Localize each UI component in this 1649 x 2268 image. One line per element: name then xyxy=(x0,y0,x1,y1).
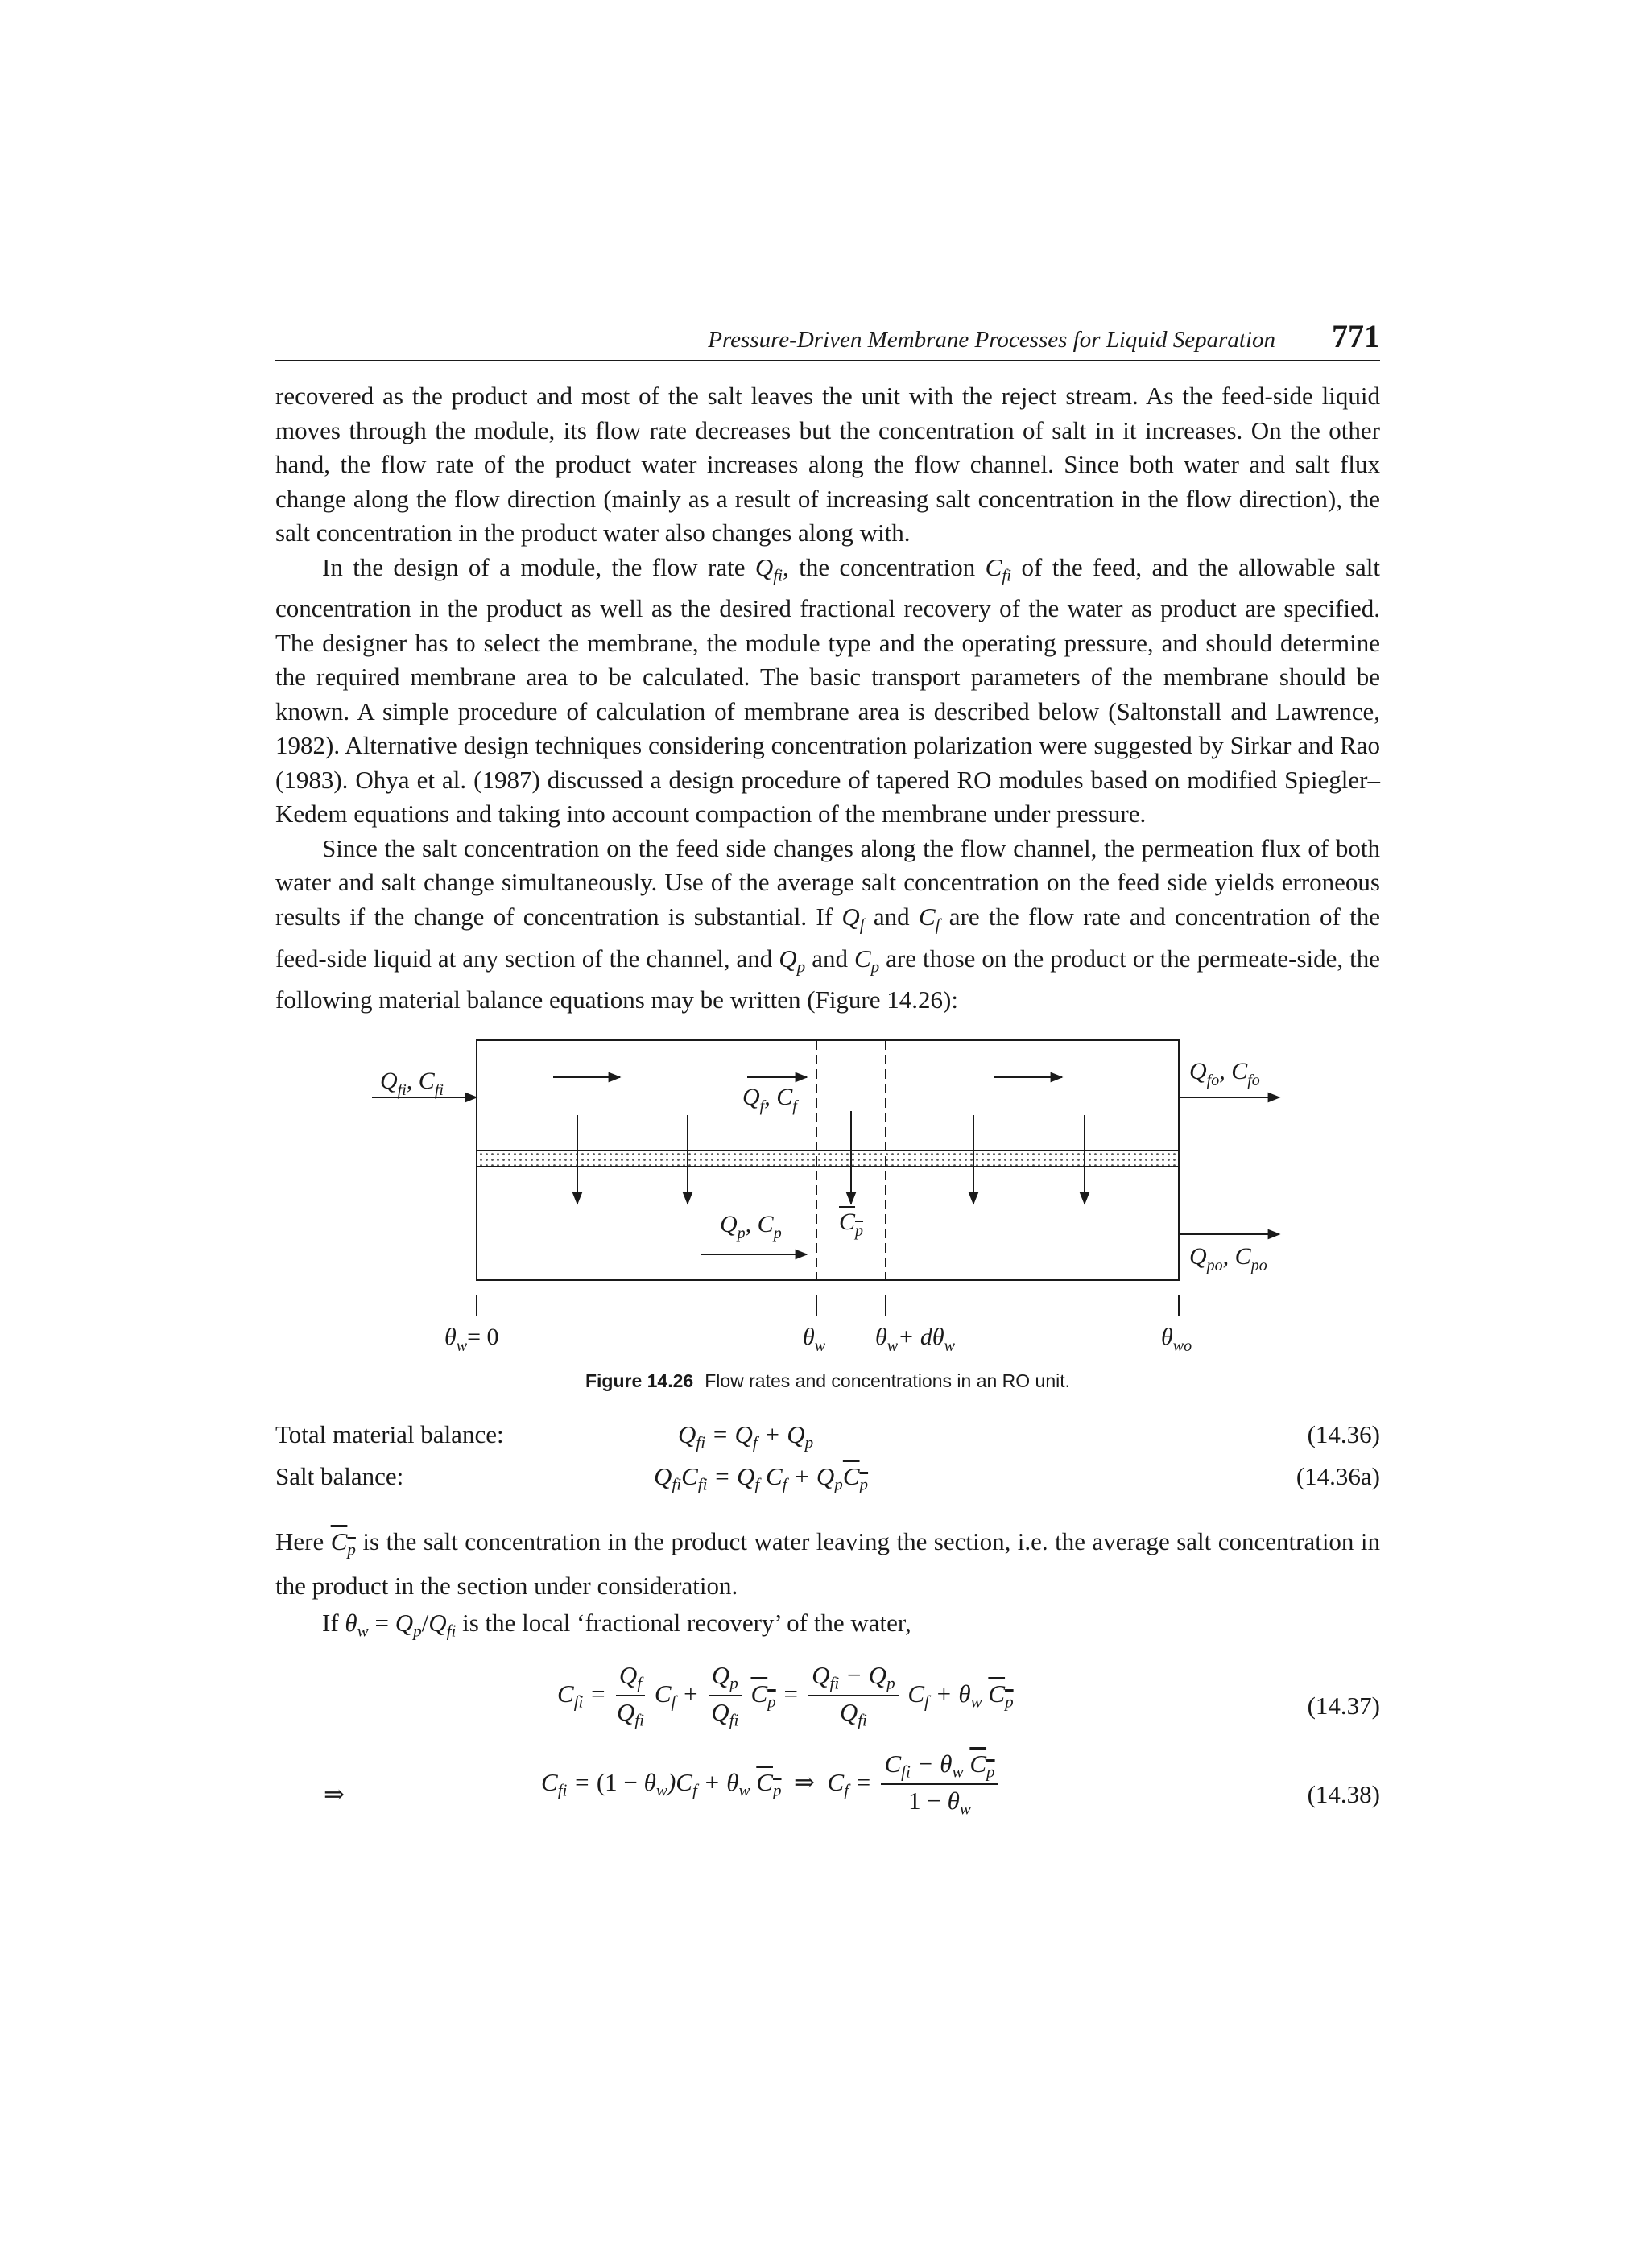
paragraph-1: recovered as the product and most of the salt leaves the unit with the reject stream. As the feed-side liquid moves through the module, its flow rate decreases but the concentration of salt in it increases. On the other hand, the flow rate of the product water increases along the flow channel. Since both water and salt flux change along the flow direction (mainly as a result of increasing salt concentration in the flow direction), the salt concentration in the product water also changes along with. xyxy=(275,382,1380,547)
label-theta-w-plus-d: $\theta_w+ d\theta_w$ xyxy=(875,1323,955,1355)
label-theta-wo: $\theta_{wo}$ xyxy=(1161,1323,1192,1355)
label-section-permeate: $Q_p$, $C_p$ xyxy=(720,1210,782,1242)
label-avg-permeate-conc: $C_p$ xyxy=(839,1208,864,1240)
figure-14-26 xyxy=(275,1039,1380,1390)
balance-equations xyxy=(275,1417,1380,1501)
paragraph-3: Since the salt concentration on the feed side changes along the flow channel, the permeation flux of both water and salt change simultaneously. Use of the average salt concentration on the feed side yields erroneous results if the change of concentration is substantial. If $Q_f$ and $C_f$ are the flow rate and concentration of the feed-side liquid at any section of the channel, and $Q_p$ and $C_p$ are those on the product or the permeate-side, the following material balance equations may be written (Figure 14.26): xyxy=(275,833,1381,1014)
running-header xyxy=(275,318,1380,361)
paragraph-5: If $\theta_w = Q_p/Q_{fi}$ is the local ‘fractional recovery’ of the water, xyxy=(322,1609,911,1641)
label-reject-outlet: $Q_{fo}$, $C_{fo}$ xyxy=(1189,1057,1260,1089)
equation-14-37: $C_{fi}$ = $\frac{Q_f}{Q_{fi}}$ $C_f$ + $\frac{Q_p}{Q_{fi}}$ $C_p$ = $\frac{Q_{fi} - Q_p}{Q_{fi}}$ $C_f + \theta_w$ $C_p$ (14.37) xyxy=(557,1660,1380,1730)
body-text xyxy=(275,379,1380,1018)
label-theta-zero: $\theta_w= 0$ xyxy=(444,1323,499,1355)
label-product-outlet: $Q_{po}$, $C_{po}$ xyxy=(1189,1242,1267,1274)
paragraph-4: Here $C_p$ is the salt concentration in the product water leaving the section, i.e. the average salt concentration in the product in the section under consideration. xyxy=(275,1526,1380,1601)
body-text-2 xyxy=(275,1523,1380,1650)
label-theta-w: $\theta_w$ xyxy=(803,1323,826,1355)
label-section-feed: $Q_f$, $C_f$ xyxy=(742,1083,797,1115)
page-number: 771 xyxy=(1332,318,1380,354)
running-title: Pressure-Driven Membrane Processes for Liquid Separation xyxy=(708,327,1275,353)
paragraph-2: In the design of a module, the flow rate $Q_{fi}$, the concentration $C_{fi}$ of the feed, and the allowable salt concentration in the product as well as the desired fractional recovery of the water as product are specified. The designer has to select the membrane, the module type and the operating pressure, and should determine the required membrane area to be calculated. The basic transport parameters of the membrane should be known. A simple procedure of calculation of membrane area is described below (Saltonstall and Lawrence, 1982). Alternative design techniques considering concentration polarization were suggested by Sirkar and Rao (1983). Ohya et al. (1987) discussed a design procedure of tapered RO modules based on modified Spiegler–Kedem equations and taking into account compaction of the membrane under pressure. xyxy=(275,552,1380,828)
label-feed-inlet: $Q_{fi}$, $C_{fi}$ xyxy=(380,1067,444,1099)
equation-14-38: ⇒ $C_{fi} = (1 - \theta_w)C_f + \theta_w$ $C_p$ ⇒ $C_f$ = $\frac{C_{fi} - \theta_w C_p}{1 - \theta_w}$ (14.38) xyxy=(324,1749,1380,1819)
page xyxy=(275,318,1380,1838)
ro-unit-diagram xyxy=(275,1039,1380,1369)
membrane xyxy=(477,1151,1179,1167)
equation-14-36: Total material balance: $Q_{fi} = Q_f + Q_p$ (14.36) xyxy=(275,1419,1380,1452)
figure-caption: Figure 14.26 Flow rates and concentrations in an RO unit. xyxy=(585,1369,1071,1391)
equation-14-36a: Salt balance: $Q_{fi}C_{fi} = Q_f$ $C_f + Q_pC_p$ (14.36a) xyxy=(275,1461,1380,1494)
